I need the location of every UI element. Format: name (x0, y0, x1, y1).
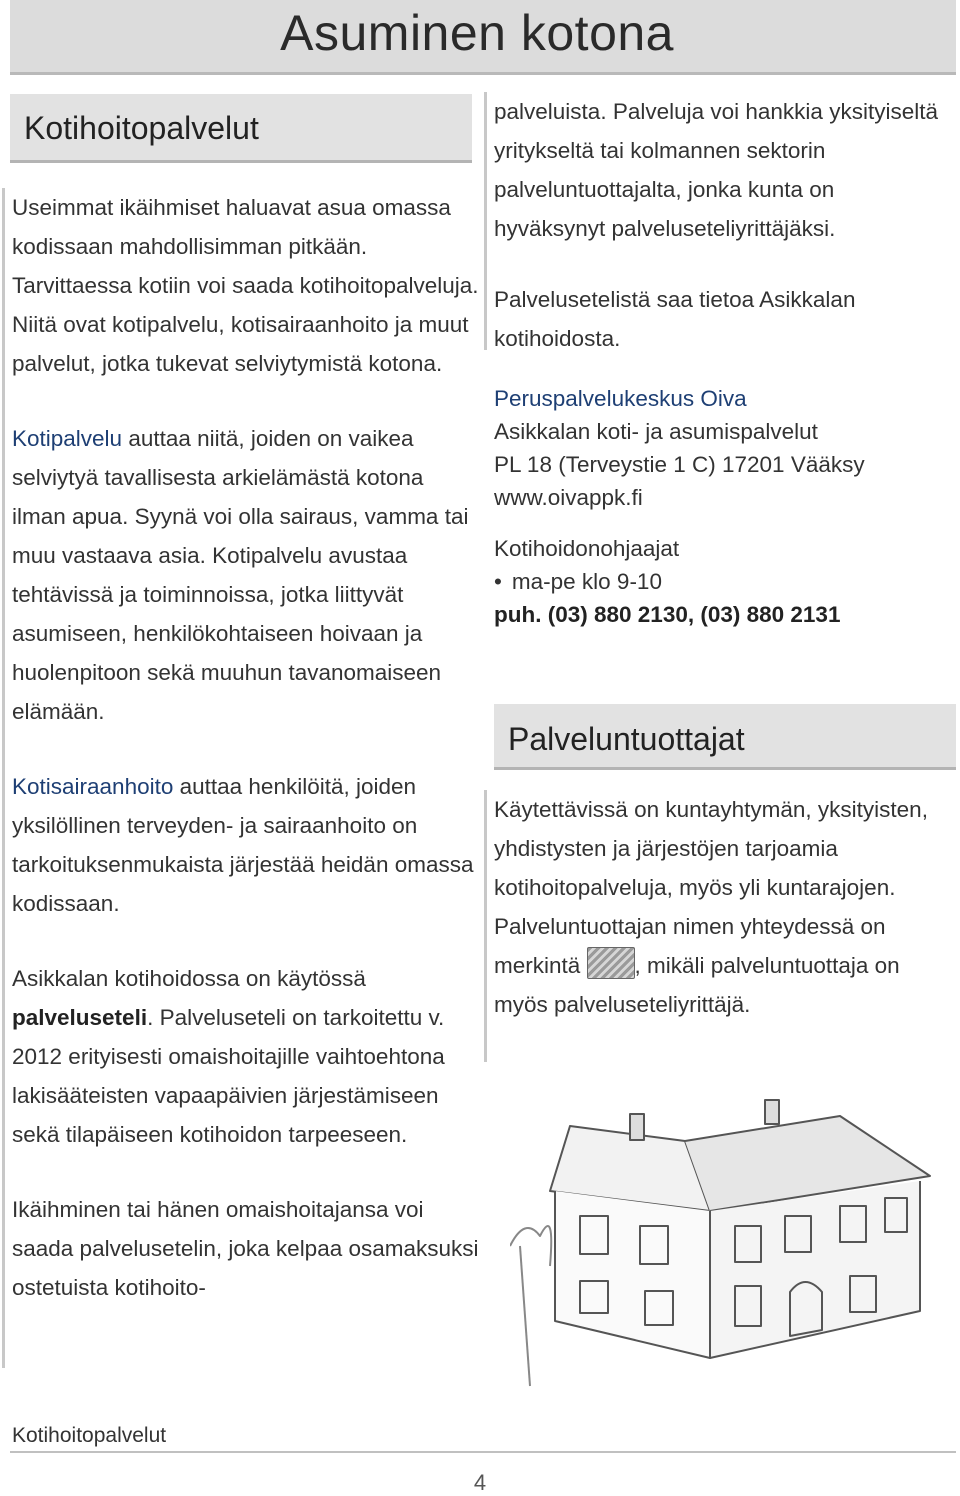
section-header-palveluntuottajat (494, 704, 956, 770)
contact-web-link[interactable]: www.oivappk.fi (494, 485, 643, 510)
contact-phone: puh. (03) 880 2130, (03) 880 2131 (494, 602, 841, 627)
paragraph-palveluntuottajat (494, 790, 944, 1024)
footer-section-label: Kotihoitopalvelut (12, 1424, 167, 1447)
text-palveluseteli: . Palveluseteli on tarkoitettu v. 2012 erityisesti omaishoitajille vaihtoehtona lakisääteisten vapaapäivien järjestämiseen sekä tilapäiseen kotihoidon tarpeeseen. (12, 1005, 445, 1147)
contact-name: Peruspalvelukeskus Oiva (494, 386, 747, 411)
left-column (12, 188, 480, 1307)
footer-rule (10, 1451, 956, 1453)
paragraph-palveluseteli (12, 959, 480, 1154)
term-kotisairaanhoito: Kotisairaanhoito (12, 774, 174, 799)
right-column (494, 92, 944, 631)
section-heading-2: Palveluntuottajat (508, 721, 745, 757)
voucher-flag-icon (587, 947, 635, 979)
house-drawing (510, 1096, 940, 1396)
text-palveluntuottajat-pre: Käytettävissä on kuntayhtymän, yksityisten, yhdistysten ja järjestöjen tarjoamia kotihoitopalveluja, myös yli kuntarajojen. Palveluntuottajan nimen yhteydessä on merkintä (494, 797, 928, 978)
paragraph-info: Palvelusetelistä saa tietoa Asikkalan kotihoidosta. (494, 287, 856, 351)
contact-block (494, 382, 944, 631)
paragraph-kotipalvelu (12, 419, 480, 731)
right-column-rule-top (484, 92, 487, 350)
term-palveluseteli: palveluseteli (12, 1005, 148, 1030)
text-palveluseteli-pre: Asikkalan kotihoidossa on käytössä (12, 966, 366, 991)
contact-hours: • ma-pe klo 9-10 (494, 565, 944, 598)
right-column-rule-bottom (484, 790, 487, 1062)
text-palveluntuottajat-post: , mikäli palveluntuottaja on myös palveluseteliyrittäjä. (494, 953, 900, 1017)
term-kotipalvelu: Kotipalvelu (12, 426, 123, 451)
page-title: Asuminen kotona (280, 5, 674, 61)
text-kotisairaanhoito: auttaa henkilöitä, joiden yksilöllinen terveyden- ja sairaanhoito on tarkoituksenmukaista järjestää heidän omassa kodissaan. (12, 774, 474, 916)
page-number: 4 (473, 1470, 487, 1495)
right-column-lower (494, 790, 944, 1024)
contact-unit: Asikkalan koti- ja asumispalvelut (494, 419, 818, 444)
contact-role: Kotihoidonohjaajat (494, 536, 680, 561)
paragraph-omaishoitaja: Ikäihminen tai hänen omaishoitajansa voi saada palvelusetelin, joka kelpaa osamaksuksi ostetuista kotihoito- (12, 1197, 479, 1300)
section-heading: Kotihoitopalvelut (24, 110, 259, 146)
paragraph-kotisairaanhoito (12, 767, 480, 923)
paragraph-continued: palveluista. Palveluja voi hankkia yksityiseltä yritykseltä tai kolmannen sektorin palveluntuottajalta, jonka kunta on hyväksynyt palveluseteliyrittäjäksi. (494, 99, 938, 241)
title-bar (10, 0, 956, 75)
contact-address: PL 18 (Terveystie 1 C) 17201 Vääksy (494, 452, 865, 477)
text-kotipalvelu: auttaa niitä, joiden on vaikea selviytyä tavallisesta arkielämästä kotona ilman apua. Syynä voi olla sairaus, vamma tai muu vastaava asia. Kotipalvelu avustaa tehtävissä ja toiminnoissa, jotka liittyvät asumiseen, henkilökohtaiseen hoivaan ja huolenpitoon sekä muuhun tavanomaiseen elämään. (12, 426, 469, 724)
paragraph-intro: Useimmat ikäihmiset haluavat asua omassa kodissaan mahdollisimman pitkään. Tarvittaessa kotiin voi saada kotihoitopalveluja. Niitä ovat kotipalvelu, kotisairaanhoito ja muut palvelut, jotka tukevat selviytymistä kotona. (12, 195, 479, 376)
section-header-kotihoitopalvelut (10, 94, 472, 163)
left-column-rule (2, 188, 5, 1368)
